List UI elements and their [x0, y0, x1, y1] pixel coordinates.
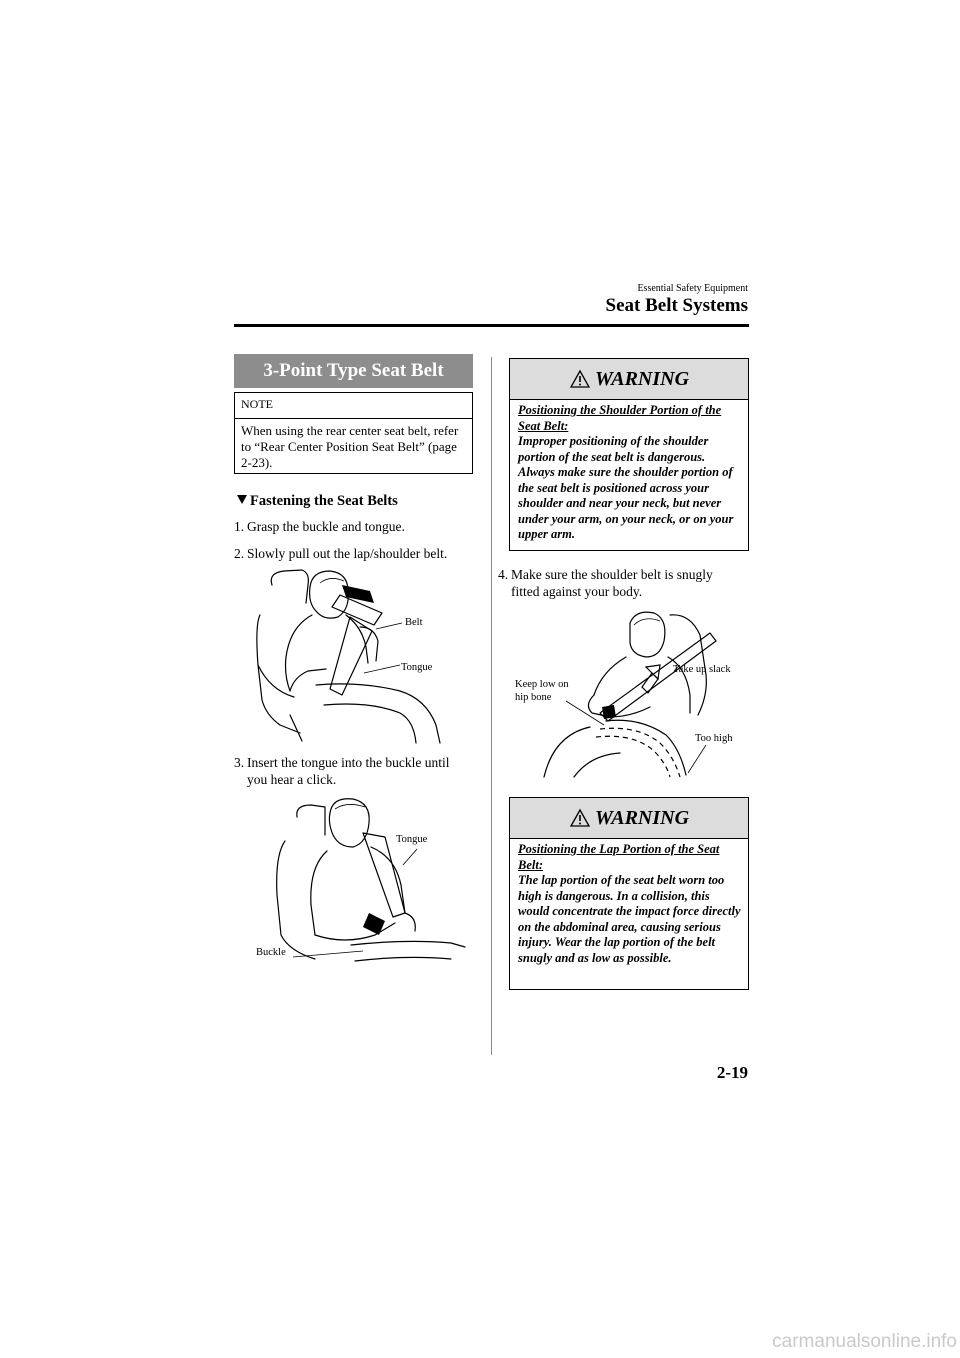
step-number: 2. — [234, 546, 245, 561]
warning-header — [510, 798, 748, 839]
warning-box-shoulder — [509, 358, 749, 551]
tongue-callout: Tongue — [396, 834, 428, 845]
step-number: 4. — [498, 567, 509, 582]
belt-callout: Belt — [405, 617, 423, 628]
note-box — [234, 392, 473, 474]
step-text: Make sure the shoulder belt is snugly — [511, 567, 713, 582]
step-3 — [234, 754, 449, 788]
figure-snug-belt-illustration — [530, 605, 745, 780]
step-text: Slowly pull out the lap/shoulder belt. — [247, 546, 448, 561]
warning-box-lap — [509, 797, 749, 990]
take-up-slack-callout: Take up slack — [673, 664, 731, 675]
warning-body — [518, 403, 742, 543]
page-title: Seat Belt Systems — [605, 295, 748, 316]
warning-title: WARNING — [594, 806, 690, 829]
step-text-continued: you hear a click. — [247, 772, 337, 787]
figure-pull-belt-illustration — [250, 565, 450, 750]
tongue-callout: Tongue — [401, 662, 433, 673]
step-number: 3. — [234, 755, 245, 770]
too-high-callout: Too high — [695, 733, 733, 744]
page-number: 2-19 — [716, 1063, 748, 1082]
step-number: 1. — [234, 519, 245, 534]
step-text: Insert the tongue into the buckle until — [247, 755, 450, 770]
column-divider — [491, 357, 492, 1055]
note-rule — [235, 418, 472, 419]
step-4 — [498, 566, 713, 600]
warning-subject: Positioning the Shoulder Portion of the Seat Belt: — [518, 403, 722, 433]
step-2 — [234, 545, 447, 562]
subheading-text: Fastening the Seat Belts — [250, 493, 398, 509]
step-1 — [234, 518, 405, 535]
subheading — [237, 493, 398, 510]
warning-triangle-icon — [569, 808, 591, 828]
step-text-continued: fitted against your body. — [511, 584, 643, 599]
keep-low-callout-line1: Keep low on — [515, 679, 569, 690]
note-text: When using the rear center seat belt, refer to “Rear Center Position Seat Belt” (page 2-23). — [241, 423, 459, 470]
step-text: Grasp the buckle and tongue. — [247, 519, 405, 534]
warning-body — [518, 842, 742, 966]
warning-header — [510, 359, 748, 400]
note-title: NOTE — [241, 397, 273, 411]
figure-insert-tongue-illustration — [255, 795, 470, 975]
keep-low-callout-line2: hip bone — [515, 692, 552, 703]
warning-text: The lap portion of the seat belt worn too high is dangerous. In a collision, this would concentrate the impact force directly on the abdominal area, causing serious injury. Wear the lap portion of the belt snugly and as low as possible. — [518, 873, 741, 965]
header-rule — [234, 324, 749, 327]
triangle-bullet-icon — [237, 495, 247, 504]
watermark: carmanualsonline.info — [772, 1331, 957, 1352]
warning-title: WARNING — [594, 367, 690, 390]
warning-subject: Positioning the Lap Portion of the Seat Belt: — [518, 842, 720, 872]
section-title-bar: 3-Point Type Seat Belt — [234, 354, 473, 388]
section-label: Essential Safety Equipment — [637, 283, 748, 294]
buckle-callout: Buckle — [256, 947, 286, 958]
warning-triangle-icon — [569, 369, 591, 389]
warning-text: Improper positioning of the shoulder portion of the seat belt is dangerous. Always make sure the shoulder portion of the seat belt is positioned across your shoulder and near your neck, but never under your arm, on your neck, or on your upper arm. — [518, 434, 734, 541]
